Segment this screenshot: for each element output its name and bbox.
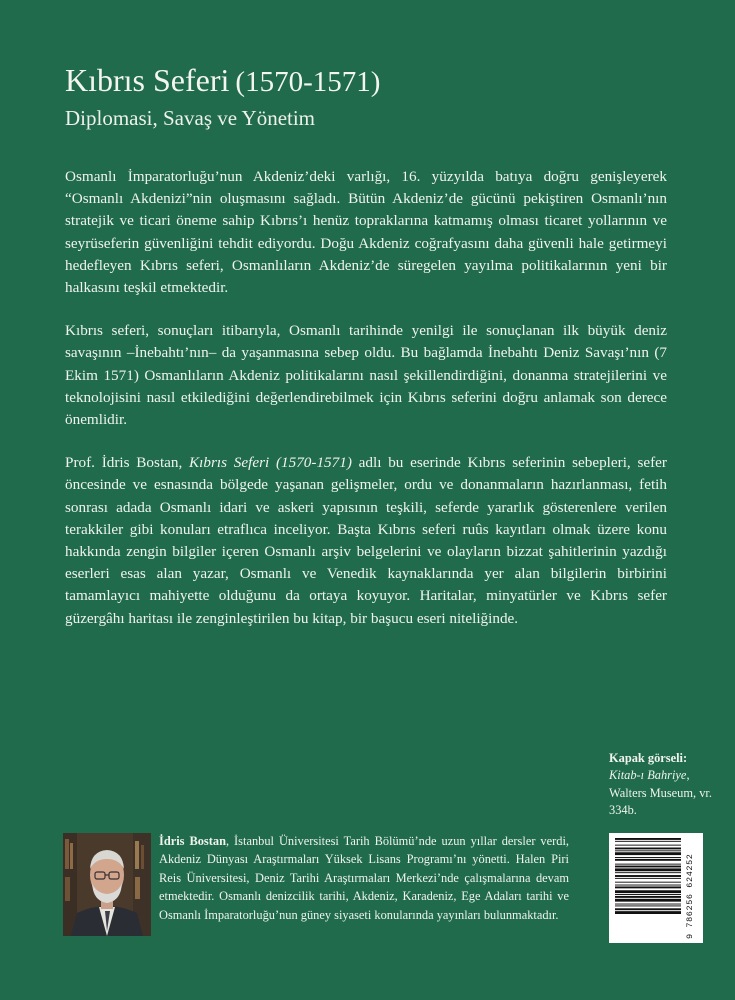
barcode-bar — [615, 899, 681, 902]
barcode-bar — [615, 866, 681, 868]
barcode-bar — [615, 841, 681, 842]
barcode-bar — [615, 864, 681, 865]
barcode-bar — [615, 896, 681, 898]
barcode-bar — [615, 845, 681, 846]
barcode-bar — [615, 882, 681, 883]
barcode-bar — [615, 838, 681, 840]
barcode-bar — [615, 857, 681, 858]
cover-credit-label: Kapak görseli: — [609, 751, 688, 765]
barcode-graphic — [609, 833, 703, 943]
barcode-bar — [615, 848, 681, 850]
barcode-bar — [615, 886, 681, 888]
author-portrait-image — [63, 833, 151, 936]
barcode-bar — [615, 859, 681, 861]
blurb-paragraph-1: Osmanlı İmparatorluğu’nun Akdeniz’deki varlığı, 16. yüzyılda batıya doğru genişleyerek “Osmanlı Akdenizi”nin oluşmasını sağladı. Bütün Akdeniz’de gücünü pekiştiren Osmanlı’nın stratejik ve ticari öneme sahip Kıbrıs’ı henüz topraklarına katmamış olması ticaret yollarının ve seyrüseferin güvenliğini tehdit ediyordu. Doğu Akdeniz coğrafyasını daha güvenli hale getirmeyi hedefleyen Kıbrıs seferi, Osmanlıların Akdeniz’de süregelen yayılma politikalarının yeni bir halkasını teşkil etmektedir. — [65, 168, 667, 297]
cover-credit-source: , Walters Museum, vr. 334b. — [609, 768, 712, 818]
barcode-bar — [615, 852, 681, 855]
blurb-p3-rest: adlı bu eserinde Kıbrıs seferinin sebepleri, sefer öncesinde ve esnasında bölgede yaşanan gelişmeler, ordu ve donanmaların hazırlanması, fetih sonrası adada Osmanlı idari ve askeri yapısının teşkili, seferde yararlık gösterenlere verilen terakkiler gibi konuları etraflıca inceliyor. Başta Kıbrıs seferi ruûs kayıtları olmak üzere konu hakkında zengin bilgiler içeren Osmanlı arşiv belgelerini ve olayların bizzat şahitlerinin yazdığı eserleri esas alan yazar, Osmanlı ve Venedik kaynaklarında yer alan bilgilerin birbirini tamamlayıcı mahiyette olduğunu da ortaya koyuyor. Haritalar, minyatürler ve Kıbrıs sefer güzergâhı haritası ile zenginleştirilen bu kitap, bir başucu eseri niteliğinde. — [65, 454, 667, 627]
book-title — [65, 58, 380, 104]
barcode-bar — [615, 875, 681, 877]
blurb-book-title-italic: Kıbrıs Seferi (1570-1571) — [189, 454, 352, 472]
blurb-paragraph-3 — [65, 452, 667, 630]
blurb-paragraph-2: Kıbrıs seferi, sonuçları itibarıyla, Osmanlı tarihinde yenilgi ile sonuçlanan ilk büyük deniz savaşının –İnebahtı’nın– da yaşanmasına sebep oldu. Bu bağlamda İnebahtı Deniz Savaşı’nın (7 Ekim 1571) Osmanlıların Akdeniz politikalarını nasıl şekillendirdiğini, donanma stratejilerini ve teknolojisini nasıl etkilediğini değerlendirebilmek için Kıbrıs seferini doğru anlamak son derece önemlidir. — [65, 322, 667, 429]
barcode-bar — [615, 911, 681, 914]
barcode-bar — [615, 850, 681, 851]
barcode-bar — [615, 878, 681, 879]
barcode-bar — [615, 905, 681, 906]
barcode-bar — [615, 908, 681, 910]
barcode-bar — [615, 890, 681, 893]
barcode-bar — [615, 868, 681, 871]
book-subtitle: Diplomasi, Savaş ve Yönetim — [65, 106, 316, 130]
blurb-p3-start: Prof. İdris Bostan, — [65, 454, 190, 472]
barcode-bar — [615, 904, 681, 905]
cover-image-credit — [609, 750, 719, 820]
author-portrait — [63, 833, 151, 936]
author-name: İdris Bostan — [159, 834, 226, 848]
cover-credit-work: Kitab-ı Bahriye — [609, 768, 687, 783]
barcode-number: 9 786256 624252 — [685, 853, 695, 939]
book-title-years: (1570-1571) — [235, 66, 381, 98]
author-bio-text: , İstanbul Üniversitesi Tarih Bölümü’nde uzun yıllar dersler verdi, Akdeniz Dünyası Araştırmaları Yüksek Lisans Programı’nı yönetti. Halen Piri Reis Üniversitesi, Deniz Tarihi Araştırmaları Merkezi’nde çalışmalarına devam etmektedir. Osmanlı denizcilik tarihi, Akdeniz, Karadeniz, Ege Adaları tarihi ve Osmanlı İmparatorluğu’nun güney siyaseti konularında yayınları bulunmaktadır. — [159, 834, 569, 922]
isbn-barcode — [609, 833, 703, 943]
barcode-bar — [615, 894, 681, 895]
back-cover-blurb — [65, 166, 667, 651]
author-bio — [159, 832, 569, 924]
book-title-main: Kıbrıs Seferi — [65, 62, 230, 98]
barcode-bar — [615, 872, 681, 873]
barcode-bar — [615, 885, 681, 886]
